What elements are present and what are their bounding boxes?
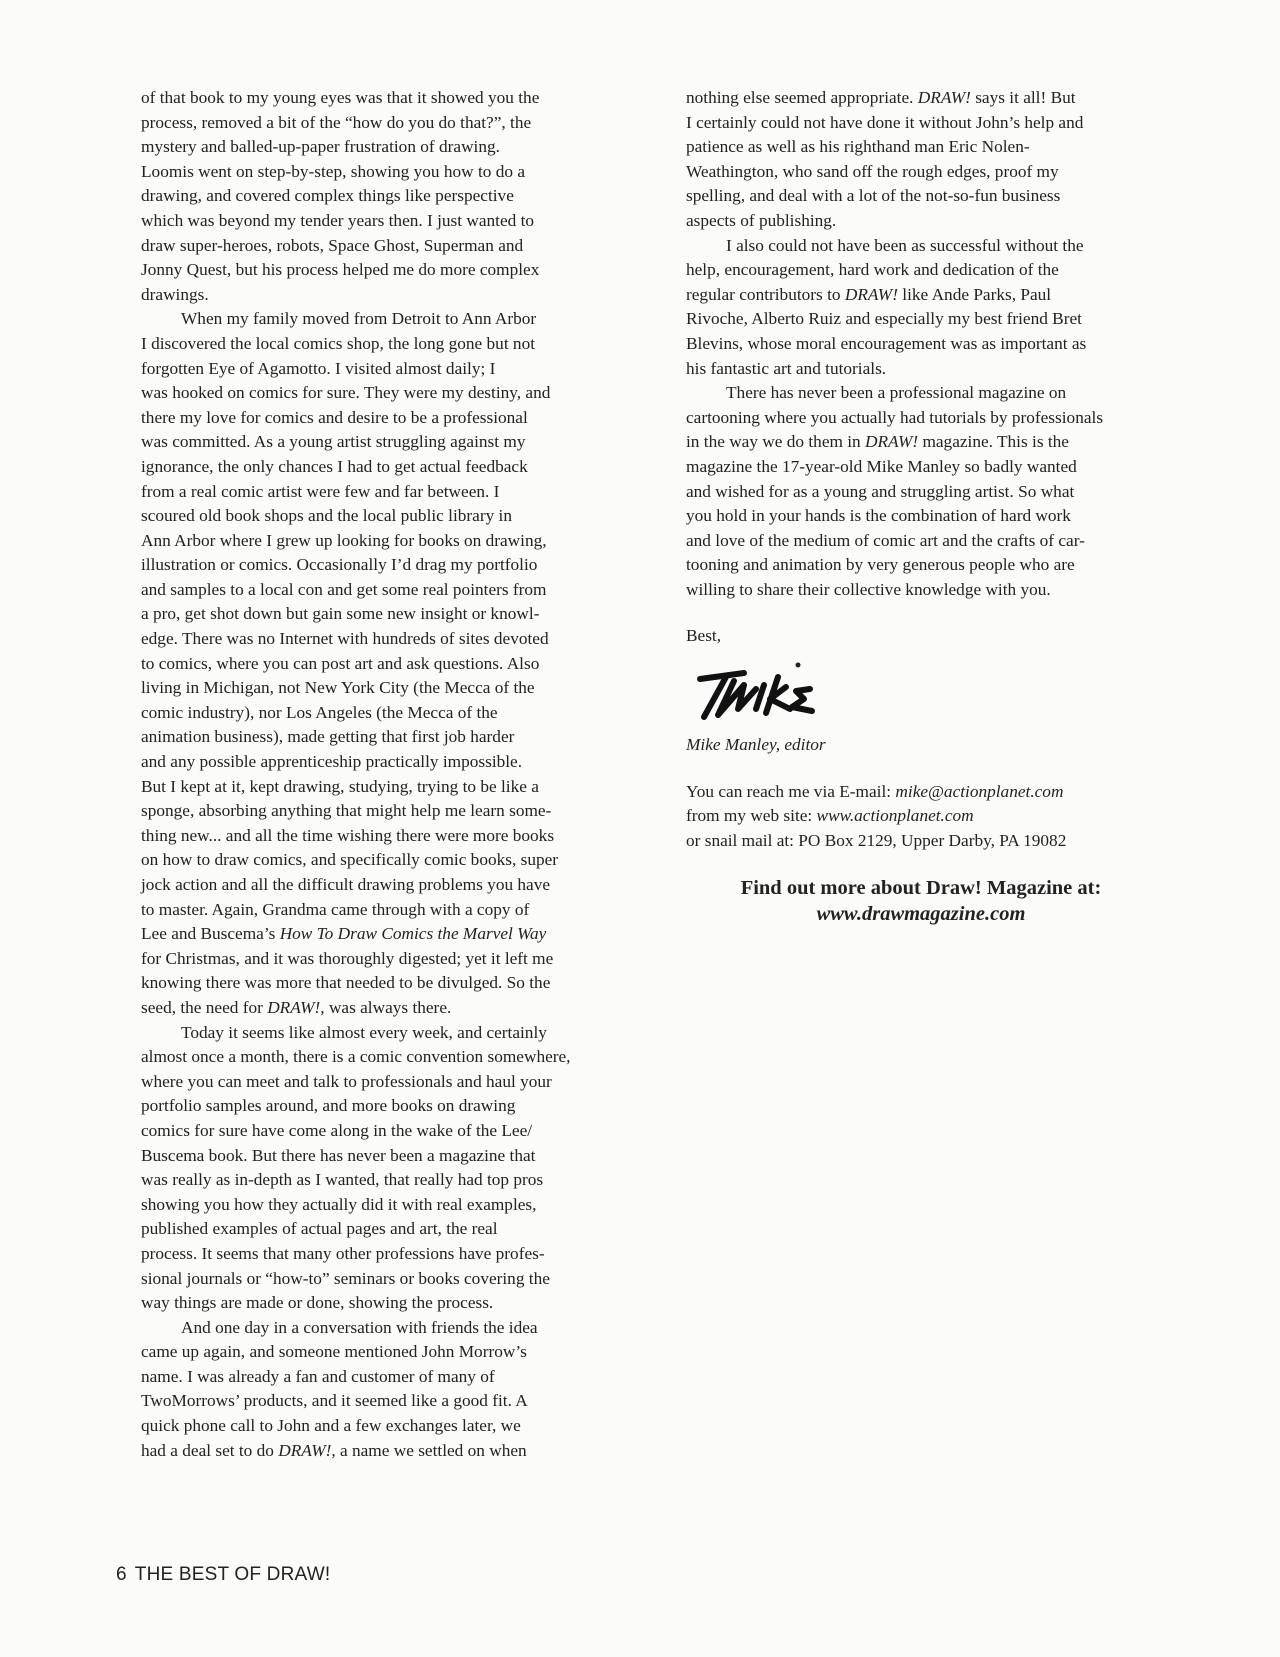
text-line: process. It seems that many other professions have profes- bbox=[141, 1243, 545, 1263]
contact-web bbox=[686, 804, 1186, 829]
email-link[interactable]: mike@actionplanet.com bbox=[895, 781, 1064, 801]
text-line bbox=[686, 283, 1186, 308]
text-span: from my web site: bbox=[686, 806, 817, 826]
text-line: for Christmas, and it was thoroughly digested; yet it left me bbox=[141, 948, 554, 968]
text-line: magazine the 17-year-old Mike Manley so badly wanted bbox=[686, 456, 1077, 476]
text-line: jock action and all the difficult drawing problems you have bbox=[141, 875, 551, 894]
text-line: help, encouragement, hard work and dedication of the bbox=[686, 260, 1059, 280]
text-span: Lee and Buscema’s bbox=[141, 924, 280, 944]
text-line: sional journals or “how-to” seminars or books covering the bbox=[141, 1268, 550, 1288]
text-line: spelling, and deal with a lot of the not-so-fun business bbox=[686, 186, 1061, 206]
text-line: I discovered the local comics shop, the long gone but not bbox=[141, 333, 536, 353]
text-line: almost once a month, there is a comic convention somewhere, bbox=[141, 1047, 571, 1067]
text-line: you hold in your hands is the combination of hard work bbox=[686, 506, 1071, 526]
text-line: I certainly could not have done it without John’s help and bbox=[686, 112, 1084, 132]
text-span: had a deal set to do bbox=[141, 1440, 279, 1460]
text-line: quick phone call to John and a few exchanges later, we bbox=[141, 1416, 521, 1436]
text-line: from a real comic artist were few and far between. I bbox=[141, 481, 500, 501]
text-line: Weathington, who sand off the rough edges, proof my bbox=[686, 161, 1059, 181]
text-line: edge. There was no Internet with hundreds of sites devoted bbox=[141, 629, 549, 649]
text-span: seed, the need for bbox=[141, 997, 268, 1017]
text-line: comic industry), nor Los Angeles (the Mecca of the bbox=[141, 702, 498, 722]
text-line: way things are made or done, showing the process. bbox=[141, 1293, 494, 1313]
text-line: living in Michigan, not New York City (the Mecca of the bbox=[141, 678, 535, 698]
signature bbox=[686, 659, 866, 729]
web-link[interactable]: www.actionplanet.com bbox=[816, 806, 974, 826]
publication-title: THE BEST OF DRAW! bbox=[134, 1564, 331, 1585]
text-line: animation business), made getting that first job harder bbox=[141, 727, 515, 747]
magazine-name: DRAW!, bbox=[278, 1440, 336, 1460]
text-line: knowing there was more that needed to be divulged. So the bbox=[141, 973, 551, 993]
text-line: illustration or comics. Occasionally I’d drag my portfolio bbox=[141, 555, 538, 575]
text-line: thing new... and all the time wishing there were more books bbox=[141, 825, 555, 845]
magazine-name: DRAW! bbox=[844, 284, 898, 304]
text-line: There has never been a professional magazine on bbox=[726, 383, 1067, 403]
text-line: Loomis went on step-by-step, showing you how to do a bbox=[141, 161, 525, 181]
contact-mail: or snail mail at: PO Box 2129, Upper Darby, PA 19082 bbox=[686, 830, 1067, 850]
text-line: patience as well as his righthand man Eric Nolen- bbox=[686, 137, 1030, 157]
text-line: Jonny Quest, but his process helped me do more complex bbox=[141, 260, 540, 280]
text-line bbox=[141, 1439, 651, 1464]
page-number: 6 bbox=[116, 1564, 127, 1585]
text-line: was really as in-depth as I wanted, that really had top pros bbox=[141, 1170, 544, 1190]
text-line: a pro, get shot down but gain some new insight or knowl- bbox=[141, 604, 540, 624]
text-line: and wished for as a young and struggling artist. So what bbox=[686, 481, 1075, 501]
text-line: drawing, and covered complex things like perspective bbox=[141, 186, 514, 206]
find-out-text: Find out more about Draw! Magazine at: bbox=[740, 877, 1102, 900]
text-line: Buscema book. But there has never been a magazine that bbox=[141, 1145, 536, 1165]
find-out-more bbox=[686, 875, 1156, 927]
text-line: Rivoche, Alberto Ruiz and especially my best friend Bret bbox=[686, 309, 1082, 329]
text-line: Today it seems like almost every week, and certainly bbox=[181, 1022, 547, 1042]
magazine-name: DRAW! bbox=[865, 432, 919, 452]
text-line: And one day in a conversation with friends the idea bbox=[181, 1317, 538, 1337]
closing: Best, bbox=[686, 626, 722, 646]
text-line: his fantastic art and tutorials. bbox=[686, 358, 887, 378]
text-line: to master. Again, Grandma came through with a copy of bbox=[141, 899, 530, 919]
text-line: draw super-heroes, robots, Space Ghost, Superman and bbox=[141, 235, 524, 255]
magazine-website-link[interactable]: www.drawmagazine.com bbox=[816, 903, 1026, 926]
text-line: willing to share their collective knowledge with you. bbox=[686, 579, 1051, 599]
magazine-name: DRAW!, bbox=[267, 997, 325, 1017]
text-span: was always there. bbox=[324, 997, 452, 1017]
text-line: name. I was already a fan and customer of many of bbox=[141, 1366, 495, 1386]
magazine-name: DRAW! bbox=[917, 88, 971, 107]
text-line: to comics, where you can post art and ask questions. Also bbox=[141, 653, 540, 673]
right-column bbox=[686, 86, 1186, 927]
text-line: cartooning where you actually had tutorials by professionals bbox=[686, 407, 1104, 427]
text-span: like Ande Parks, Paul bbox=[897, 284, 1052, 304]
text-line: portfolio samples around, and more books on drawing bbox=[141, 1096, 516, 1116]
text-line: was hooked on comics for sure. They were my destiny, and bbox=[141, 383, 551, 403]
page-footer bbox=[116, 1564, 330, 1586]
signer-name: Mike Manley, editor bbox=[686, 735, 826, 755]
text-line: there my love for comics and desire to be a professional bbox=[141, 407, 528, 427]
text-line: forgotten Eye of Agamotto. I visited almost daily; I bbox=[141, 358, 496, 378]
text-line: on how to draw comics, and specifically comic books, super bbox=[141, 850, 559, 870]
text-line bbox=[141, 996, 651, 1021]
text-line: TwoMorrows’ products, and it seemed like a good fit. A bbox=[141, 1391, 528, 1411]
text-line: of that book to my young eyes was that it showed you the bbox=[141, 88, 540, 107]
text-line: Blevins, whose moral encouragement was as important as bbox=[686, 333, 1087, 353]
text-span: regular contributors to bbox=[686, 284, 845, 304]
text-span: in the way we do them in bbox=[686, 432, 866, 452]
text-line: When my family moved from Detroit to Ann Arbor bbox=[181, 309, 537, 329]
text-line: showing you how they actually did it with real examples, bbox=[141, 1194, 537, 1214]
text-line: which was beyond my tender years then. I just wanted to bbox=[141, 210, 535, 230]
text-span: magazine. This is the bbox=[918, 432, 1069, 452]
text-line: But I kept at it, kept drawing, studying, trying to be like a bbox=[141, 776, 539, 796]
text-line: sponge, absorbing anything that might help me learn some- bbox=[141, 801, 552, 821]
text-line: process, removed a bit of the “how do you do that?”, the bbox=[141, 112, 532, 132]
text-line: scoured old book shops and the local public library in bbox=[141, 506, 512, 526]
text-line: came up again, and someone mentioned John Morrow’s bbox=[141, 1342, 527, 1362]
text-line: aspects of publishing. bbox=[686, 210, 837, 230]
text-line: and love of the medium of comic art and the crafts of car- bbox=[686, 530, 1085, 550]
text-line: drawings. bbox=[141, 284, 209, 304]
text-line bbox=[686, 430, 1186, 455]
text-line: mystery and balled-up-paper frustration of drawing. bbox=[141, 137, 500, 157]
text-span: You can reach me via E-mail: bbox=[686, 781, 896, 801]
text-line: tooning and animation by very generous people who are bbox=[686, 555, 1075, 575]
text-line: was committed. As a young artist struggling against my bbox=[141, 432, 526, 452]
text-line: Ann Arbor where I grew up looking for books on drawing, bbox=[141, 530, 547, 550]
text-line bbox=[141, 922, 651, 947]
contact-email bbox=[686, 780, 1186, 805]
text-line bbox=[686, 86, 1186, 111]
text-span: a name we settled on when bbox=[335, 1440, 527, 1460]
book-title: How To Draw Comics the Marvel Way bbox=[279, 924, 547, 944]
text-line: published examples of actual pages and art, the real bbox=[141, 1219, 498, 1239]
text-span: says it all! But bbox=[970, 88, 1076, 107]
text-line: and samples to a local con and get some real pointers from bbox=[141, 579, 547, 599]
text-line: comics for sure have come along in the wake of the Lee/ bbox=[141, 1120, 533, 1140]
text-line: where you can meet and talk to professionals and haul your bbox=[141, 1071, 552, 1091]
text-line: I also could not have been as successful without the bbox=[726, 235, 1084, 255]
left-column bbox=[141, 86, 651, 1463]
text-line: and any possible apprenticeship practically impossible. bbox=[141, 752, 523, 772]
text-line: ignorance, the only chances I had to get actual feedback bbox=[141, 456, 528, 476]
text-span: nothing else seemed appropriate. bbox=[686, 88, 918, 107]
